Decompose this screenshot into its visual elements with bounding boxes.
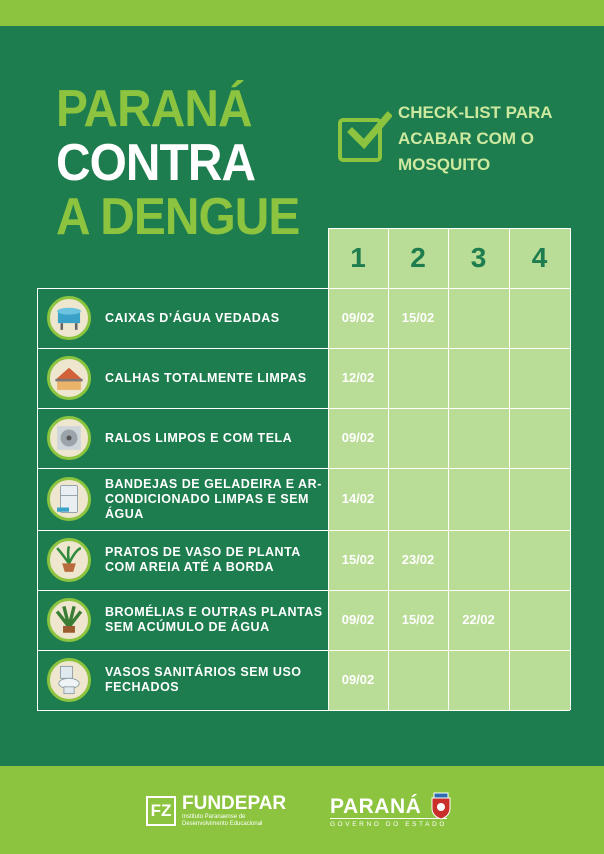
grid-line (570, 228, 571, 710)
bromeliad-icon (47, 598, 91, 642)
title-line-2: CONTRA (56, 134, 256, 192)
column-header: 4 (531, 242, 548, 273)
checklist-row (37, 530, 328, 590)
row-label: RALOS LIMPOS E COM TELA (105, 430, 293, 445)
date-cell: 12/02 (341, 370, 375, 385)
checklist-row (37, 288, 328, 348)
date-cell: 15/02 (401, 612, 435, 627)
parana-subtitle: GOVERNO DO ESTADO (330, 818, 447, 828)
grid-line (328, 228, 570, 229)
date-cell: 09/02 (341, 310, 375, 325)
fundepar-subtitle: Instituto Paranaense de Desenvolvimento Educacional (182, 814, 263, 827)
checklist-heading: CHECK-LIST PARA ACABAR COM O MOSQUITO (398, 103, 552, 174)
coat-of-arms-icon (430, 792, 452, 820)
date-cell: 22/02 (462, 612, 495, 627)
date-cell: 14/02 (341, 491, 375, 506)
checklist-row (37, 468, 328, 530)
date-cell: 23/02 (401, 552, 435, 567)
checkmark-icon (346, 108, 392, 154)
fundepar-name: FUNDEPAR (182, 793, 287, 814)
date-cell: 15/02 (341, 552, 375, 567)
gutter-icon (47, 356, 91, 400)
date-cell: 09/02 (341, 672, 375, 687)
grid-line (37, 710, 570, 711)
drain-icon (47, 416, 91, 460)
fridge-icon (47, 477, 91, 521)
toilet-icon (47, 658, 91, 702)
grid-line (328, 228, 329, 710)
column-header: 2 (410, 242, 426, 273)
row-label: CAIXAS D’ÁGUA VEDADAS (105, 310, 280, 325)
grid-line (509, 228, 510, 710)
title-line-3: A DENGUE (56, 188, 300, 246)
row-label: PRATOS DE VASO DE PLANTA COM AREIA ATÉ A BORDA (105, 545, 301, 574)
fundepar-logo (146, 794, 292, 828)
top-bar (0, 0, 604, 26)
footer-bar (0, 766, 604, 854)
parana-name: PARANÁ (330, 795, 422, 818)
column-header: 1 (350, 242, 366, 273)
date-cell: 09/02 (341, 430, 375, 445)
date-cell: 15/02 (401, 310, 435, 325)
checklist-row (37, 408, 328, 468)
checklist-row (37, 590, 328, 650)
water-tank-icon (47, 296, 91, 340)
plant-pot-icon (47, 538, 91, 582)
grid-line (448, 228, 449, 710)
checklist-row (37, 348, 328, 408)
row-label: VASOS SANITÁRIOS SEM USO FECHADOS (105, 665, 302, 694)
page-title (56, 82, 299, 244)
checklist-row (37, 650, 328, 710)
checklist-grid (328, 228, 570, 710)
column-header: 3 (470, 242, 487, 273)
row-label: CALHAS TOTALMENTE LIMPAS (105, 370, 307, 385)
row-label: BANDEJAS DE GELADEIRA E AR-CONDICIONADO LIMPAS E SEM ÁGUA (105, 476, 322, 521)
date-cell: 09/02 (341, 612, 375, 627)
grid-line (388, 228, 389, 710)
title-line-1: PARANÁ (56, 80, 252, 138)
fundepar-mark: FZ (146, 796, 176, 826)
row-label: BROMÉLIAS E OUTRAS PLANTAS SEM ACÚMULO DE ÁGUA (105, 605, 323, 634)
